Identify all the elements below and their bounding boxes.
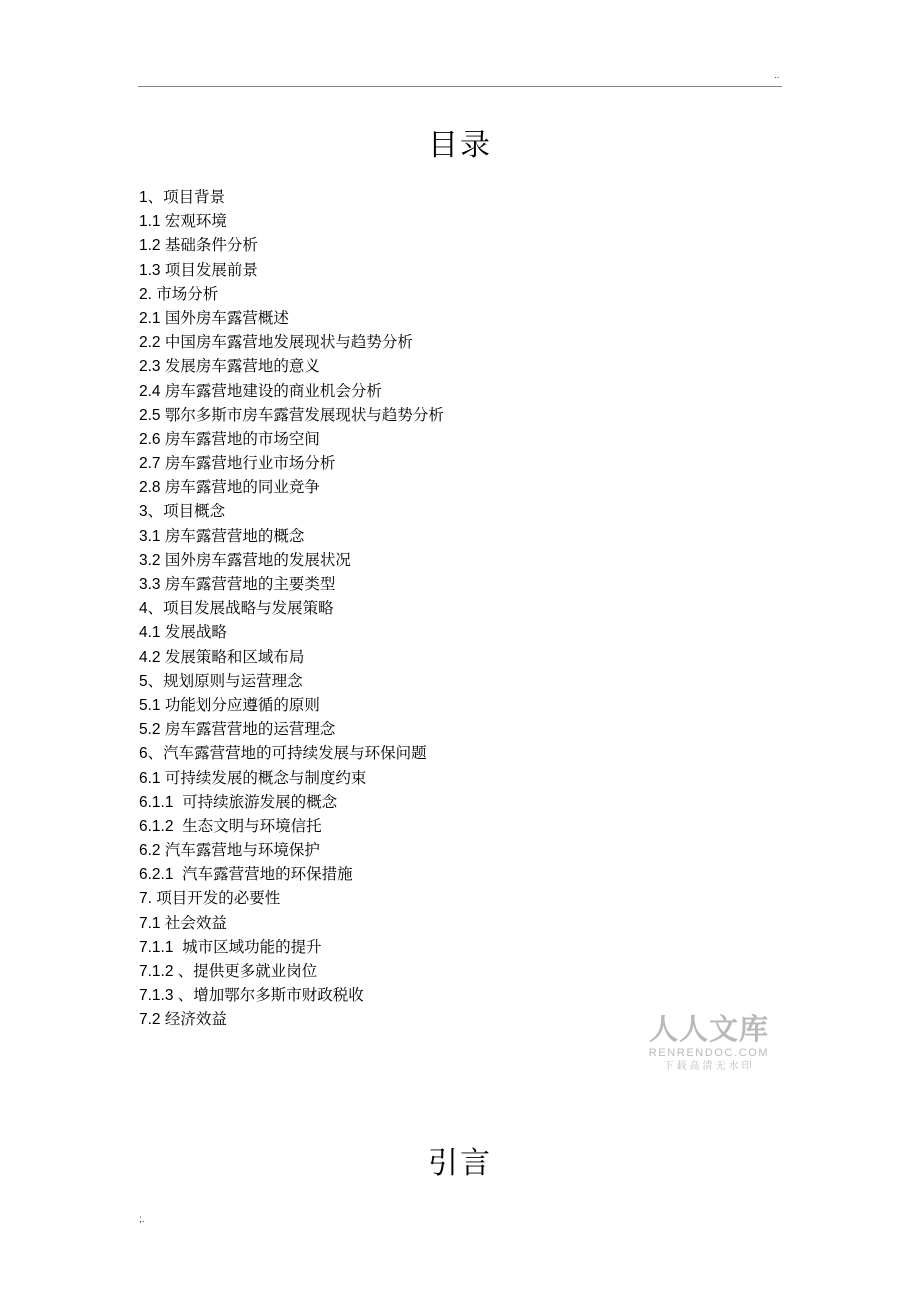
watermark-main: 人人文库 [648,1012,769,1046]
toc-entry-number: 1.2 [139,237,165,255]
toc-entry[interactable] [139,572,444,596]
toc-entry[interactable] [139,1007,444,1031]
toc-entry-text: 发展策略和区域布局 [164,647,305,666]
toc-entry[interactable] [139,499,444,523]
toc-entry-text: 、项目发展战略与发展策略 [147,599,334,618]
toc-entry-number: 4.2 [139,648,165,666]
toc-list [139,185,444,1032]
toc-title: 目录 [428,128,492,163]
toc-entry-number: 3.2 [139,551,165,569]
toc-entry[interactable] [139,766,444,790]
toc-entry-text: 、规划原则与运营理念 [147,671,303,690]
toc-entry-number: 1.1 [139,213,165,231]
toc-entry-number: 7.1.1 [139,938,183,956]
toc-entry-number: 6.2 [139,842,165,860]
toc-entry[interactable] [139,379,444,403]
toc-entry[interactable] [139,717,444,741]
toc-entry-text: 房车露营地的市场空间 [164,429,320,448]
header-rule [138,86,782,87]
toc-entry[interactable] [139,475,444,499]
watermark-logo [644,1012,774,1074]
toc-entry-number: 1.3 [139,261,165,279]
toc-entry[interactable] [139,693,444,717]
watermark-tagline: 下载高清无水印 [663,1061,755,1072]
toc-entry-number: 6.1.2 [139,817,183,835]
toc-entry[interactable] [139,548,444,572]
toc-entry-number: 1 [139,189,148,206]
toc-entry[interactable] [139,862,444,886]
toc-entry[interactable] [139,959,444,983]
toc-entry-number: 2.4 [139,382,165,400]
toc-entry-number: 7.1 [139,914,165,932]
section-title: 引言 [428,1146,492,1181]
toc-entry-text: 宏观环境 [164,212,227,231]
toc-entry-number: 3.3 [139,576,165,593]
toc-entry-text: 、增加鄂尔多斯市财政税收 [177,986,364,1005]
toc-entry[interactable] [139,741,444,765]
toc-entry-text: 汽车露营地与环境保护 [164,841,320,860]
toc-entry-number: 7.2 [139,1011,165,1029]
toc-entry-text: 中国房车露营地发展现状与趋势分析 [164,333,413,352]
toc-entry-text: 基础条件分析 [164,236,258,255]
toc-entry-number: 2.5 [139,406,165,424]
toc-entry-text: 房车露营地建设的商业机会分析 [164,381,382,400]
toc-entry[interactable] [139,911,444,935]
toc-entry[interactable] [139,233,444,257]
toc-entry-text: 发展战略 [164,623,227,642]
toc-entry-text: 可持续旅游发展的概念 [182,792,338,811]
toc-entry-number: 2.6 [139,430,165,448]
watermark-domain: RENRENDOC.COM [648,1047,770,1059]
toc-entry-number: 2. [139,285,157,303]
toc-entry[interactable] [139,669,444,693]
toc-entry[interactable] [139,790,444,814]
toc-entry[interactable] [139,185,444,209]
toc-entry-text: 生态文明与环境信托 [182,816,322,835]
toc-entry-text: 房车露营营地的主要类型 [164,575,336,593]
toc-entry-text: 发展房车露营地的意义 [164,357,320,376]
toc-entry-text: 、项目概念 [147,502,226,521]
toc-entry[interactable] [139,258,444,282]
toc-entry-text: 国外房车露营概述 [164,308,289,327]
toc-entry[interactable] [139,451,444,475]
toc-entry-text: 、提供更多就业岗位 [177,962,318,980]
toc-entry[interactable] [139,330,444,354]
toc-entry-number: 6.1 [139,769,165,787]
toc-entry-text: 可持续发展的概念与制度约束 [164,768,367,787]
toc-entry-number: 6 [139,745,148,763]
toc-entry-number: 2.2 [139,334,165,352]
toc-entry-text: 城市区域功能的提升 [182,937,322,956]
toc-entry-text: 房车露营地行业市场分析 [164,454,336,473]
toc-entry-number: 7.1.2 [139,963,178,980]
toc-entry-number: 4.1 [139,624,165,642]
toc-entry-number: 6.2.1 [139,866,183,884]
toc-entry-text: 、汽车露营营地的可持续发展与环保问题 [147,744,427,763]
toc-entry[interactable] [139,209,444,233]
toc-entry-number: 2.8 [139,479,165,497]
toc-entry-number: 7.1.3 [139,987,178,1005]
toc-entry-text: 项目开发的必要性 [156,889,281,908]
toc-entry-text: 房车露营营地的概念 [164,526,305,545]
toc-entry[interactable] [139,403,444,427]
toc-entry-text: 社会效益 [164,913,227,932]
toc-entry-number: 3.1 [139,527,165,545]
toc-entry-number: 3 [139,503,148,521]
toc-entry-number: 4 [139,600,148,618]
toc-entry-text: 鄂尔多斯市房车露营发展现状与趋势分析 [164,405,444,424]
toc-entry-number: 5.1 [139,696,165,714]
toc-entry-text: 经济效益 [164,1010,227,1029]
toc-entry[interactable] [139,814,444,838]
toc-entry-number: 6.1.1 [139,793,183,811]
toc-entry[interactable] [139,838,444,862]
toc-entry-number: 2.1 [139,309,165,327]
toc-entry[interactable] [139,524,444,548]
toc-entry-text: 国外房车露营地的发展状况 [164,550,351,569]
toc-entry[interactable] [139,354,444,378]
toc-entry-text: 房车露营地的同业竞争 [164,478,320,497]
toc-entry[interactable] [139,935,444,959]
toc-entry[interactable] [139,886,444,910]
toc-entry[interactable] [139,983,444,1007]
toc-entry-number: 2.7 [139,455,165,473]
toc-entry[interactable] [139,427,444,451]
toc-entry-text: 市场分析 [156,284,219,303]
toc-entry-text: 项目发展前景 [164,260,258,279]
footer-mark: ;. [139,1214,145,1225]
toc-entry[interactable] [139,282,444,306]
toc-entry-text: 汽车露营营地的环保措施 [182,865,353,884]
toc-entry-number: 7. [139,890,157,908]
toc-entry[interactable] [139,306,444,330]
toc-entry-text: 功能划分应遵循的原则 [164,695,320,714]
toc-entry[interactable] [139,645,444,669]
toc-entry-number: 5.2 [139,721,165,739]
toc-entry-number: 5 [139,672,148,690]
toc-entry-number: 2.3 [139,358,165,376]
toc-entry-text: 、项目背景 [147,188,226,206]
header-mark: .. [774,70,780,81]
toc-entry[interactable] [139,620,444,644]
toc-entry-text: 房车露营营地的运营理念 [164,720,336,739]
toc-entry[interactable] [139,596,444,620]
